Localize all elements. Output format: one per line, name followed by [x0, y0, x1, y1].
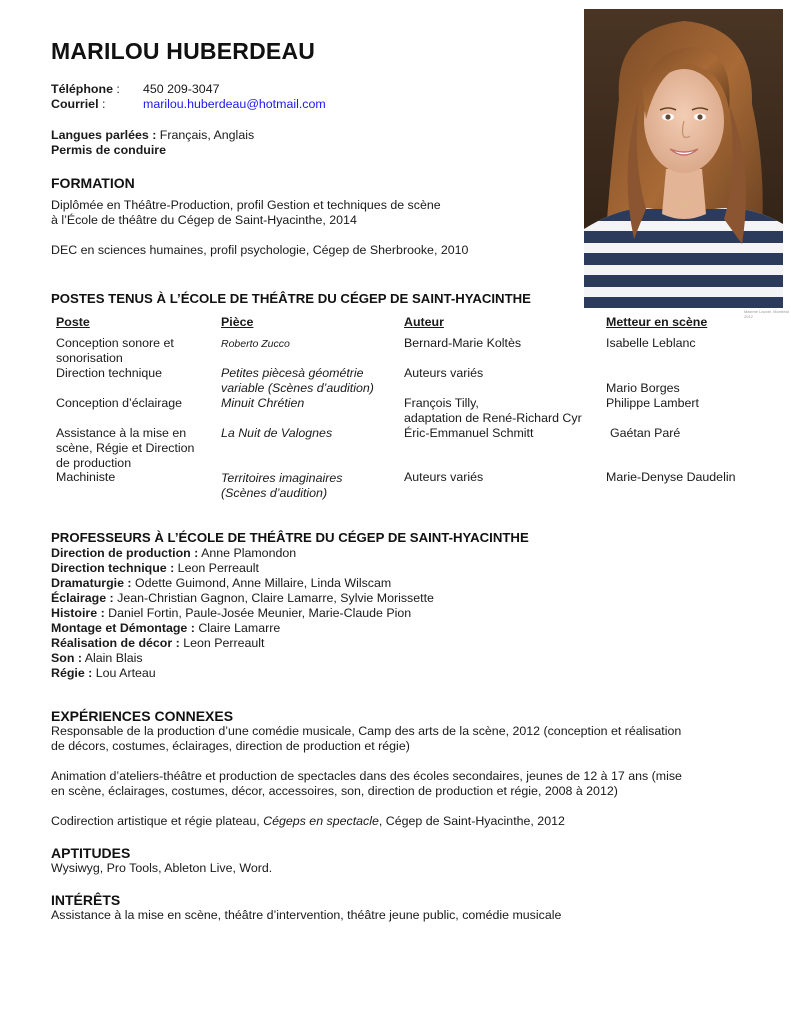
email-row: [51, 97, 105, 112]
col-header-auteur: Auteur: [404, 315, 444, 329]
cell-line: adaptation de René-Richard Cyr: [404, 411, 582, 425]
experiences-heading: EXPÉRIENCES CONNEXES: [51, 708, 234, 724]
cell-line: sonorisation: [56, 351, 123, 365]
table-row-5-piece: [221, 471, 342, 501]
professeur-item: [51, 576, 434, 591]
email-sep: :: [98, 97, 106, 111]
col-header-piece: Pièce: [221, 315, 254, 329]
experience-2-line1: Animation d’ateliers-théâtre et production de spectacles dans des écoles secondaires, jeunes de 12 à 17 ans (mise: [51, 769, 682, 783]
table-row-3-piece: Minuit Chrétien: [221, 396, 305, 410]
professeurs-list: [51, 546, 434, 681]
cell-line: (Scènes d’audition): [221, 486, 328, 500]
table-row-4-piece: La Nuit de Valognes: [221, 426, 333, 440]
aptitudes-text: Wysiwyg, Pro Tools, Ableton Live, Word.: [51, 861, 273, 875]
experience-3: [51, 814, 565, 829]
professeurs-heading: PROFESSEURS À L’ÉCOLE DE THÉÂTRE DU CÉGEP DE SAINT-HYACINTHE: [51, 530, 529, 545]
professeur-role: Dramaturgie :: [51, 576, 132, 590]
professeur-role: Réalisation de décor :: [51, 636, 180, 650]
professeur-names: Odette Guimond, Anne Millaire, Linda Wilscam: [131, 576, 392, 590]
languages-label: Langues parlées :: [51, 128, 157, 142]
table-row-1-metteur: Isabelle Leblanc: [606, 336, 696, 350]
email-link[interactable]: marilou.huberdeau@hotmail.com: [143, 97, 326, 111]
cell-line: variable (Scènes d’audition): [221, 381, 374, 395]
professeur-item: [51, 591, 434, 606]
professeur-role: Montage et Démontage :: [51, 621, 195, 635]
formation-item-2: DEC en sciences humaines, profil psychologie, Cégep de Sherbrooke, 2010: [51, 243, 469, 257]
cell-line: de production: [56, 456, 132, 470]
license: Permis de conduire: [51, 143, 166, 157]
cell-line: Conception sonore et: [56, 336, 174, 350]
table-row-2-metteur: Mario Borges: [606, 381, 680, 395]
postes-heading: POSTES TENUS À L’ÉCOLE DE THÉÂTRE DU CÉGEP DE SAINT-HYACINTHE: [51, 291, 531, 306]
table-row-4-auteur: Éric-Emmanuel Schmitt: [404, 426, 534, 440]
professeur-role: Direction technique :: [51, 561, 175, 575]
cell-line: scène, Régie et Direction: [56, 441, 195, 455]
email-label: Courriel: [51, 97, 99, 111]
table-row-1-auteur: Bernard-Marie Koltès: [404, 336, 522, 350]
phone-label: Téléphone: [51, 82, 113, 96]
professeur-names: Daniel Fortin, Paule-Josée Meunier, Marie-Claude Pion: [104, 606, 412, 620]
table-row-2-piece: [221, 366, 374, 396]
cell-line: Petites piècesà géométrie: [221, 366, 364, 380]
experience-3-text-end: , Cégep de Saint-Hyacinthe, 2012: [378, 814, 565, 828]
phone-row: [51, 82, 120, 97]
professeur-names: Alain Blais: [81, 651, 143, 665]
professeur-role: Direction de production :: [51, 546, 199, 560]
professeur-role: Histoire :: [51, 606, 105, 620]
experience-3-text: Codirection artistique et régie plateau,: [51, 814, 264, 828]
experience-1-line1: Responsable de la production d’une comédie musicale, Camp des arts de la scène, 2012 (conception et réalisation: [51, 724, 682, 738]
photo-credit: Maxime Lavoie, Montréal 2012: [744, 309, 789, 319]
table-row-1-piece: Roberto Zucco: [221, 338, 290, 350]
candidate-name: MARILOU HUBERDEAU: [51, 38, 316, 64]
table-row-2-auteur: Auteurs variés: [404, 366, 484, 380]
col-header-metteur: Metteur en scène: [606, 315, 708, 329]
aptitudes-heading: APTITUDES: [51, 845, 131, 861]
professeur-role: Éclairage :: [51, 591, 114, 605]
table-row-2-poste: Direction technique: [56, 366, 163, 380]
formation-item-1-line1: Diplômée en Théâtre-Production, profil Gestion et techniques de scène: [51, 198, 441, 212]
professeur-item: [51, 651, 434, 666]
experience-1-line2: de décors, costumes, éclairages, direction de production et régie): [51, 739, 410, 753]
professeur-item: [51, 561, 434, 576]
professeur-item: [51, 546, 434, 561]
table-row-4-metteur: Gaétan Paré: [610, 426, 681, 440]
table-row-5-auteur: Auteurs variés: [404, 470, 484, 484]
interets-heading: INTÉRÊTS: [51, 892, 121, 908]
professeur-names: Jean-Christian Gagnon, Claire Lamarre, Sylvie Morissette: [113, 591, 434, 605]
experience-3-event: Cégeps en spectacle: [263, 814, 379, 828]
table-row-1-poste: [56, 336, 174, 366]
professeur-names: Leon Perreault: [174, 561, 259, 575]
col-header-poste: Poste: [56, 315, 90, 329]
table-row-5-metteur: Marie-Denyse Daudelin: [606, 470, 736, 484]
professeur-names: Anne Plamondon: [198, 546, 297, 560]
languages-row: [51, 128, 254, 143]
cell-line: Assistance à la mise en: [56, 426, 187, 440]
profile-photo: [584, 9, 783, 308]
formation-heading: FORMATION: [51, 175, 135, 191]
professeur-item: [51, 666, 434, 681]
table-row-5-poste: Machiniste: [56, 470, 116, 484]
professeur-item: [51, 621, 434, 636]
cell-line: François Tilly,: [404, 396, 479, 410]
cell-line: Territoires imaginaires: [221, 471, 343, 485]
professeur-names: Lou Arteau: [92, 666, 156, 680]
professeur-role: Régie :: [51, 666, 93, 680]
languages-value: Français, Anglais: [156, 128, 255, 142]
table-row-3-metteur: Philippe Lambert: [606, 396, 699, 410]
professeur-item: [51, 606, 434, 621]
table-row-3-auteur: [404, 396, 582, 426]
formation-item-1-line2: à l’École de théâtre du Cégep de Saint-Hyacinthe, 2014: [51, 213, 357, 227]
professeur-names: Claire Lamarre: [194, 621, 281, 635]
portrait-illustration: [584, 9, 783, 308]
professeur-item: [51, 636, 434, 651]
table-row-3-poste: Conception d’éclairage: [56, 396, 183, 410]
professeur-names: Leon Perreault: [179, 636, 265, 650]
interets-text: Assistance à la mise en scène, théâtre d’intervention, théâtre jeune public, comédie musicale: [51, 908, 562, 922]
phone-value: 450 209-3047: [143, 82, 220, 96]
table-row-4-poste: [56, 426, 194, 471]
experience-2-line2: en scène, éclairages, costumes, décor, accessoires, son, direction de production et régie, 2008 à 2012): [51, 784, 618, 798]
phone-sep: :: [112, 82, 120, 96]
professeur-role: Son :: [51, 651, 82, 665]
